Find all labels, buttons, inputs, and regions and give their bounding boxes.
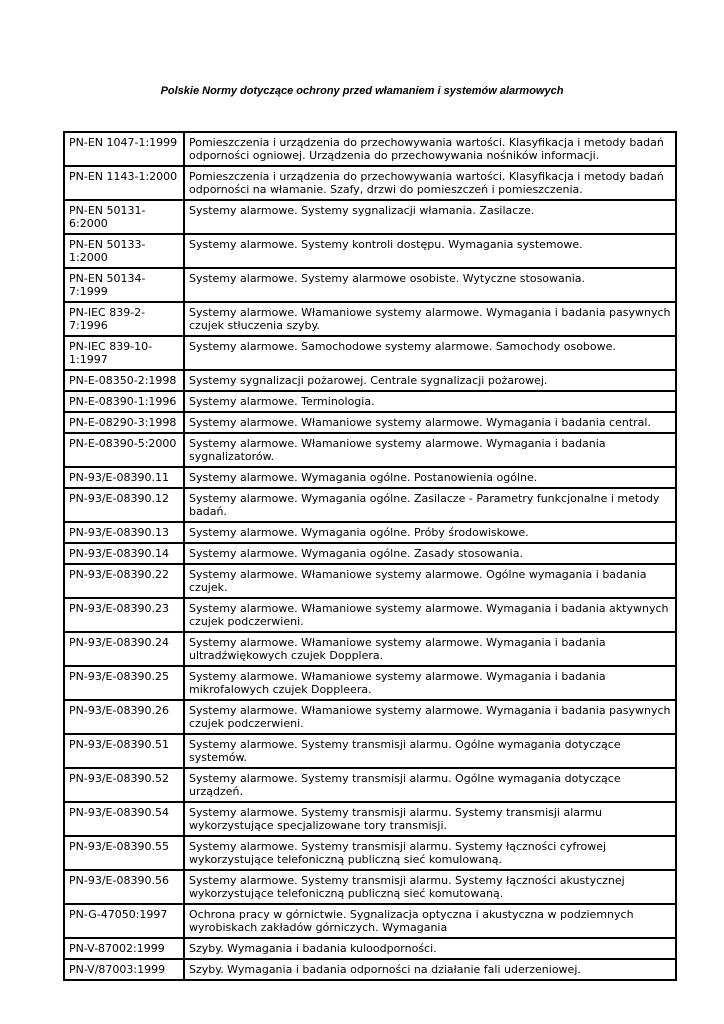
standard-code-cell: PN-93/E-08390.22 [64,564,184,598]
table-row [64,904,676,938]
standard-code-cell: PN-EN 50134-7:1999 [64,268,184,302]
page-title: Polskie Normy dotyczące ochrony przed włamaniem i systemów alarmowych [160,85,564,97]
standard-description-cell: Systemy alarmowe. Systemy transmisji alarmu. Systemy łączności cyfrowej wykorzystujące telefoniczną publiczną sieć komulowaną. [184,836,676,870]
table-row [64,734,676,768]
standard-code-cell: PN-93/E-08390.13 [64,522,184,543]
standard-description-cell: Systemy alarmowe. Włamaniowe systemy alarmowe. Wymagania i badania pasywnych czujek podczerwieni. [184,700,676,734]
standard-description-cell: Systemy alarmowe. Włamaniowe systemy alarmowe. Wymagania i badania pasywnych czujek stłuczenia szyby. [184,302,676,336]
standard-code-cell: PN-93/E-08390.55 [64,836,184,870]
standard-code-cell: PN-93/E-08390.26 [64,700,184,734]
standard-code-cell: PN-93/E-08390.25 [64,666,184,700]
standard-description-cell: Systemy alarmowe. Włamaniowe systemy alarmowe. Wymagania i badania aktywnych czujek podczerwieni. [184,598,676,632]
standard-description-cell: Systemy alarmowe. Systemy alarmowe osobiste. Wytyczne stosowania. [184,268,676,302]
standard-description-cell: Systemy alarmowe. Wymagania ogólne. Zasady stosowania. [184,543,676,564]
standard-description-cell: Systemy alarmowe. Samochodowe systemy alarmowe. Samochody osobowe. [184,336,676,370]
standard-code-cell: PN-EN 50131-6:2000 [64,200,184,234]
standard-code-cell: PN-V/87003:1999 [64,959,184,980]
table-row [64,700,676,734]
table-row [64,234,676,268]
table-row [64,488,676,522]
standard-description-cell: Systemy alarmowe. Systemy kontroli dostępu. Wymagania systemowe. [184,234,676,268]
standard-code-cell: PN-IEC 839-2-7:1996 [64,302,184,336]
table-row [64,598,676,632]
table-row [64,433,676,467]
standard-description-cell: Szyby. Wymagania i badania odporności na działanie fali uderzeniowej. [184,959,676,980]
table-row [64,522,676,543]
standard-code-cell: PN-93/E-08390.56 [64,870,184,904]
table-row [64,200,676,234]
table-row [64,370,676,391]
table-row [64,632,676,666]
standard-description-cell: Systemy alarmowe. Wymagania ogólne. Zasilacze - Parametry funkcjonalne i metody badań. [184,488,676,522]
table-row [64,268,676,302]
standard-code-cell: PN-93/E-08390.11 [64,467,184,488]
standard-code-cell: PN-EN 1047-1:1999 [64,132,184,166]
table-row [64,938,676,959]
standard-description-cell: Systemy alarmowe. Systemy transmisji alarmu. Systemy łączności akustycznej wykorzystujące telefoniczną publiczną sieć komutowaną. [184,870,676,904]
standard-code-cell: PN-93/E-08390.14 [64,543,184,564]
standard-code-cell: PN-IEC 839-10-1:1997 [64,336,184,370]
standard-description-cell: Systemy sygnalizacji pożarowej. Centrale sygnalizacji pożarowej. [184,370,676,391]
standard-description-cell: Pomieszczenia i urządzenia do przechowywania wartości. Klasyfikacja i metody badań odporności ogniowej. Urządzenia do przechowywania nośników informacji. [184,132,676,166]
table-row [64,802,676,836]
standard-code-cell: PN-E-08390-1:1996 [64,391,184,412]
table-row [64,836,676,870]
standard-description-cell: Systemy alarmowe. Wymagania ogólne. Postanowienia ogólne. [184,467,676,488]
standard-code-cell: PN-G-47050:1997 [64,904,184,938]
table-row [64,870,676,904]
table-row [64,564,676,598]
standard-code-cell: PN-93/E-08390.51 [64,734,184,768]
table-row [64,336,676,370]
standard-code-cell: PN-E-08290-3:1998 [64,412,184,433]
table-row [64,666,676,700]
standard-code-cell: PN-V-87002:1999 [64,938,184,959]
standard-code-cell: PN-93/E-08390.12 [64,488,184,522]
standard-description-cell: Systemy alarmowe. Terminologia. [184,391,676,412]
standard-description-cell: Systemy alarmowe. Systemy transmisji alarmu. Ogólne wymagania dotyczące urządzeń. [184,768,676,802]
standard-code-cell: PN-93/E-08390.24 [64,632,184,666]
standard-code-cell: PN-93/E-08390.52 [64,768,184,802]
standard-description-cell: Szyby. Wymagania i badania kuloodporności. [184,938,676,959]
standard-description-cell: Systemy alarmowe. Włamaniowe systemy alarmowe. Wymagania i badania central. [184,412,676,433]
standard-description-cell: Systemy alarmowe. Systemy sygnalizacji włamania. Zasilacze. [184,200,676,234]
table-row [64,768,676,802]
standard-description-cell: Pomieszczenia i urządzenia do przechowywania wartości. Klasyfikacja i metody badań odporności na włamanie. Szafy, drzwi do pomieszczeń i pomieszczenia. [184,166,676,200]
table-row [64,543,676,564]
standard-code-cell: PN-EN 50133-1:2000 [64,234,184,268]
standard-description-cell: Systemy alarmowe. Systemy transmisji alarmu. Systemy transmisji alarmu wykorzystujące specjalizowane tory transmisji. [184,802,676,836]
norms-table [63,131,677,981]
standard-description-cell: Systemy alarmowe. Włamaniowe systemy alarmowe. Wymagania i badania mikrofalowych czujek Doppleera. [184,666,676,700]
standard-code-cell: PN-E-08390-5:2000 [64,433,184,467]
standard-code-cell: PN-93/E-08390.23 [64,598,184,632]
standard-description-cell: Systemy alarmowe. Włamaniowe systemy alarmowe. Ogólne wymagania i badania czujek. [184,564,676,598]
table-row [64,302,676,336]
table-row [64,132,676,166]
table-row [64,412,676,433]
standard-description-cell: Systemy alarmowe. Włamaniowe systemy alarmowe. Wymagania i badania sygnalizatorów. [184,433,676,467]
table-row [64,391,676,412]
table-row [64,959,676,980]
standard-code-cell: PN-EN 1143-1:2000 [64,166,184,200]
norms-table-body [64,132,676,980]
standard-code-cell: PN-E-08350-2:1998 [64,370,184,391]
standard-description-cell: Ochrona pracy w górnictwie. Sygnalizacja optyczna i akustyczna w podziemnych wyrobiskach zakładów górniczych. Wymagania [184,904,676,938]
standard-description-cell: Systemy alarmowe. Systemy transmisji alarmu. Ogólne wymagania dotyczące systemów. [184,734,676,768]
table-row [64,166,676,200]
standard-description-cell: Systemy alarmowe. Włamaniowe systemy alarmowe. Wymagania i badania ultradźwiękowych czujek Dopplera. [184,632,676,666]
standard-description-cell: Systemy alarmowe. Wymagania ogólne. Próby środowiskowe. [184,522,676,543]
standard-code-cell: PN-93/E-08390.54 [64,802,184,836]
table-row [64,467,676,488]
